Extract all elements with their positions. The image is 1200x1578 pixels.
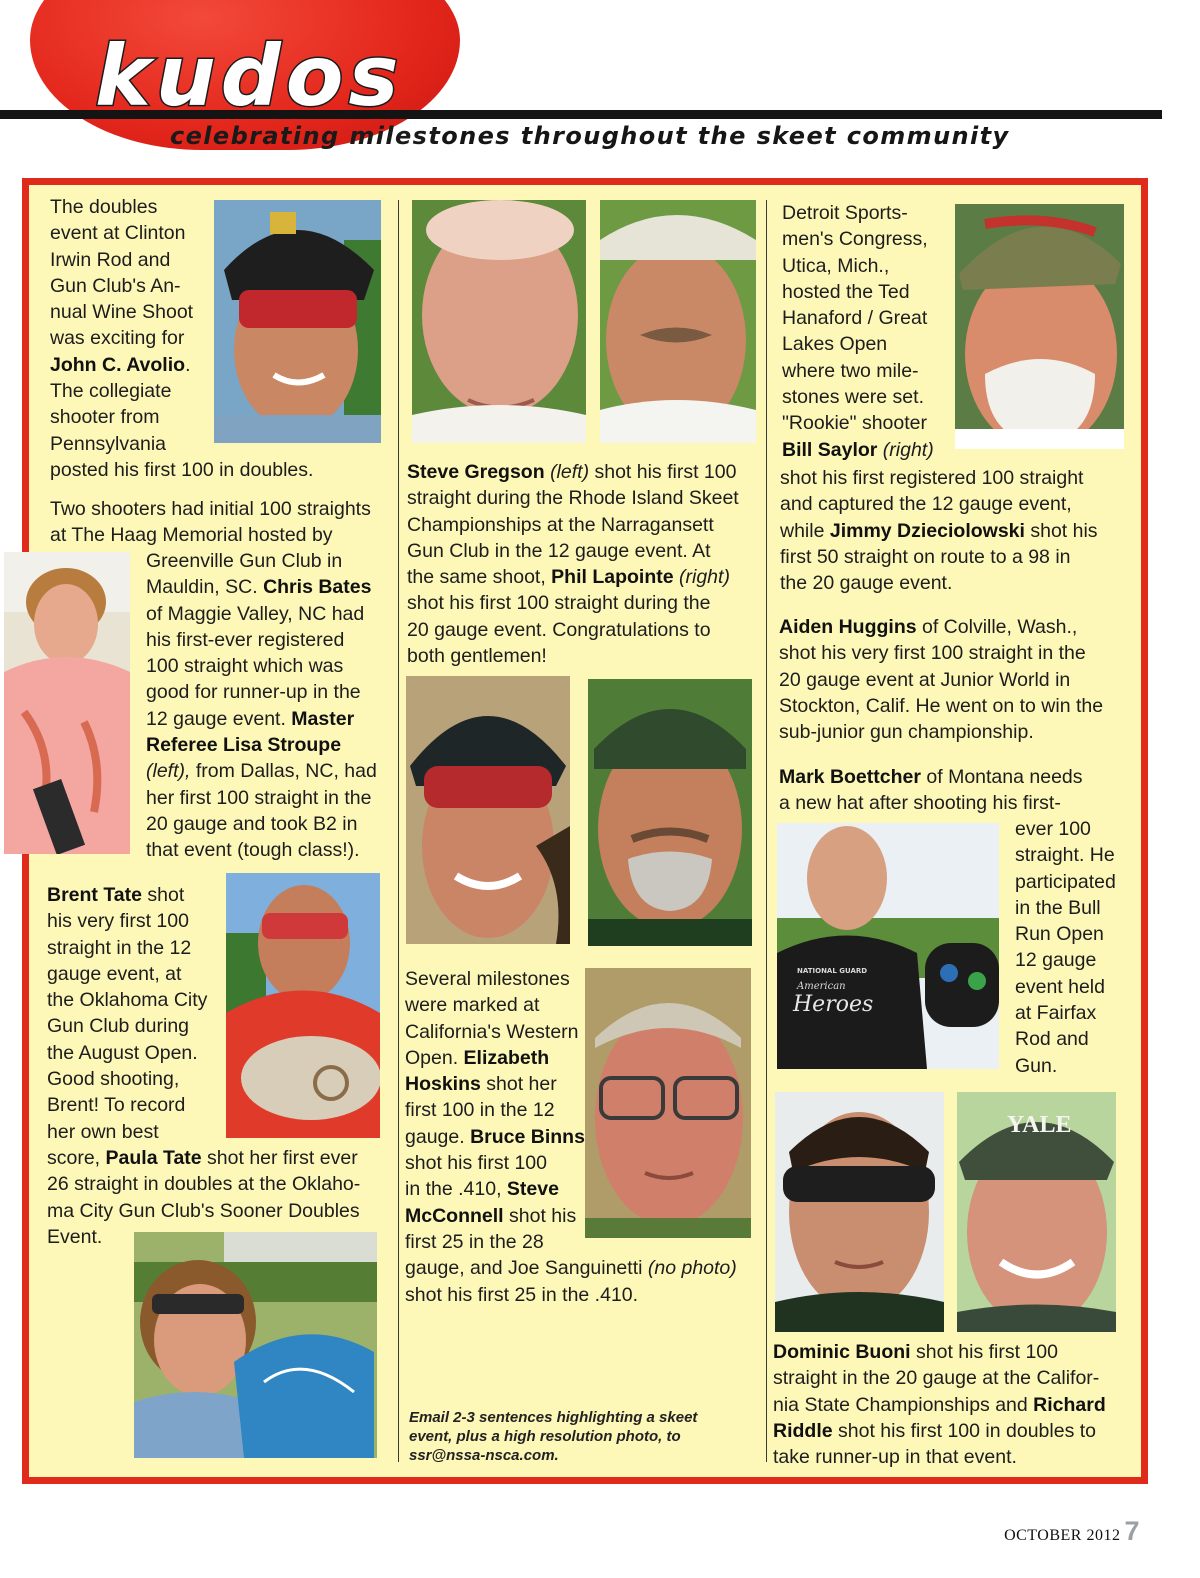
email-callout: Email 2-3 sentences highlighting a skeet event, plus a high resolution photo, to ssr@nssa-nsca.com. xyxy=(409,1409,698,1464)
text-brent-tate: Brent Tate shot his very first 100 straight in the 12 gauge event, at the Oklahoma City Gun Club during the August Open. Good shooting, Brent! To record her own best score, Paula Tate shot her first ever 26 straight in doubles at the Oklaho- ma City Gun Club's Sooner Doubles Event. xyxy=(47,884,361,1248)
text-aiden-huggins: Aiden Huggins of Colville, Wash., shot his very first 100 straight in the 20 gauge event at Junior World in Stockton, Calif. He went on to win the sub-junior gun championship. xyxy=(779,616,1104,744)
text-detroit: Detroit Sports- men's Congress, Utica, Mich., hosted the Ted Hanaford / Great Lakes Open where two mile- stones were set. "Rookie" shooter Bill Saylor (right) xyxy=(782,202,934,461)
text-mark-boettcher-body: ever 100 straight. He participated in the Bull Run Open 12 gauge event held at Fairfax Rod and Gun. xyxy=(1015,818,1116,1077)
page-number: 7 xyxy=(1124,1516,1140,1546)
photo-bill-saylor xyxy=(955,204,1124,449)
photo-steve-mcconnell xyxy=(585,968,751,1238)
page-footer xyxy=(1004,1516,1140,1547)
text-mark-boettcher-intro: Mark Boettcher of Montana needs a new hat after shooting his first- xyxy=(779,766,1083,815)
photo-dominic-buoni xyxy=(775,1092,944,1332)
text-haag-body: Greenville Gun Club in Mauldin, SC. Chris Bates of Maggie Valley, NC had his first-ever registered 100 straight which was good for runner-up in the 12 gauge event. Master Referee Lisa Stroupe (left), from Dallas, NC, had her first 100 straight in the 20 gauge and took B2 in that event (tough class!). xyxy=(146,550,377,862)
photo-steve-gregson xyxy=(412,200,586,443)
text-haag-intro: Two shooters had initial 100 straights at The Haag Memorial hosted by xyxy=(50,498,371,547)
photo-lisa-stroupe xyxy=(4,552,130,854)
photo-richard-riddle xyxy=(957,1092,1116,1332)
text-avolio: The doubles event at Clinton Irwin Rod and Gun Club's An- nual Wine Shoot was exciting for John C. Avolio. The collegiate shooter from Pennsylvania posted his first 100 in doubles. xyxy=(50,196,314,481)
text-buoni-riddle: Dominic Buoni shot his first 100 straight in the 20 gauge at the Califor- nia State Championships and Richard Riddle shot his first 100 in doubles to take runner-up in that event. xyxy=(773,1341,1106,1469)
issue-date: OCTOBER 2012 xyxy=(1004,1527,1121,1544)
page-title: kudos xyxy=(95,27,404,125)
hat-text-national-guard: NATIONAL GUARD xyxy=(797,967,868,975)
photo-phil-lapointe xyxy=(600,200,756,443)
photo-paula-tate xyxy=(134,1232,377,1458)
text-gregson-lapointe: Steve Gregson (left) shot his first 100 straight during the Rhode Island Skeet Championships at the Narragansett Gun Club in the 12 gauge event. At the same shoot, Phil Lapointe (right) shot his first 100 straight during the 20 gauge event. Congratulations to both gentlemen! xyxy=(407,461,739,668)
photo-elizabeth-hoskins xyxy=(406,676,570,944)
shirt-text-heroes: Heroes xyxy=(793,992,874,1017)
tagline: celebrating milestones throughout the skeet community xyxy=(170,122,1010,150)
photo-bruce-binns xyxy=(588,679,752,946)
photo-mark-boettcher xyxy=(777,823,999,1069)
column-divider-2 xyxy=(766,200,767,1462)
cap-text-yale: YALE xyxy=(1007,1112,1072,1138)
text-saylor-dzieciolowski: shot his first registered 100 straight and captured the 12 gauge event, while Jimmy Dzieciolowski shot his first 50 straight on route to a 98 in the 20 gauge event. xyxy=(780,467,1098,595)
column-divider-1 xyxy=(398,200,399,1462)
shirt-text-american: American xyxy=(797,981,846,992)
text-western-open: Several milestones were marked at California's Western Open. Elizabeth Hoskins shot her first 100 in the 12 gauge. Bruce Binns shot his first 100 in the .410, Steve McConnell shot his first 25 in the 28 gauge, and Joe Sanguinetti (no photo) shot his first 25 in the .410. xyxy=(405,968,737,1306)
